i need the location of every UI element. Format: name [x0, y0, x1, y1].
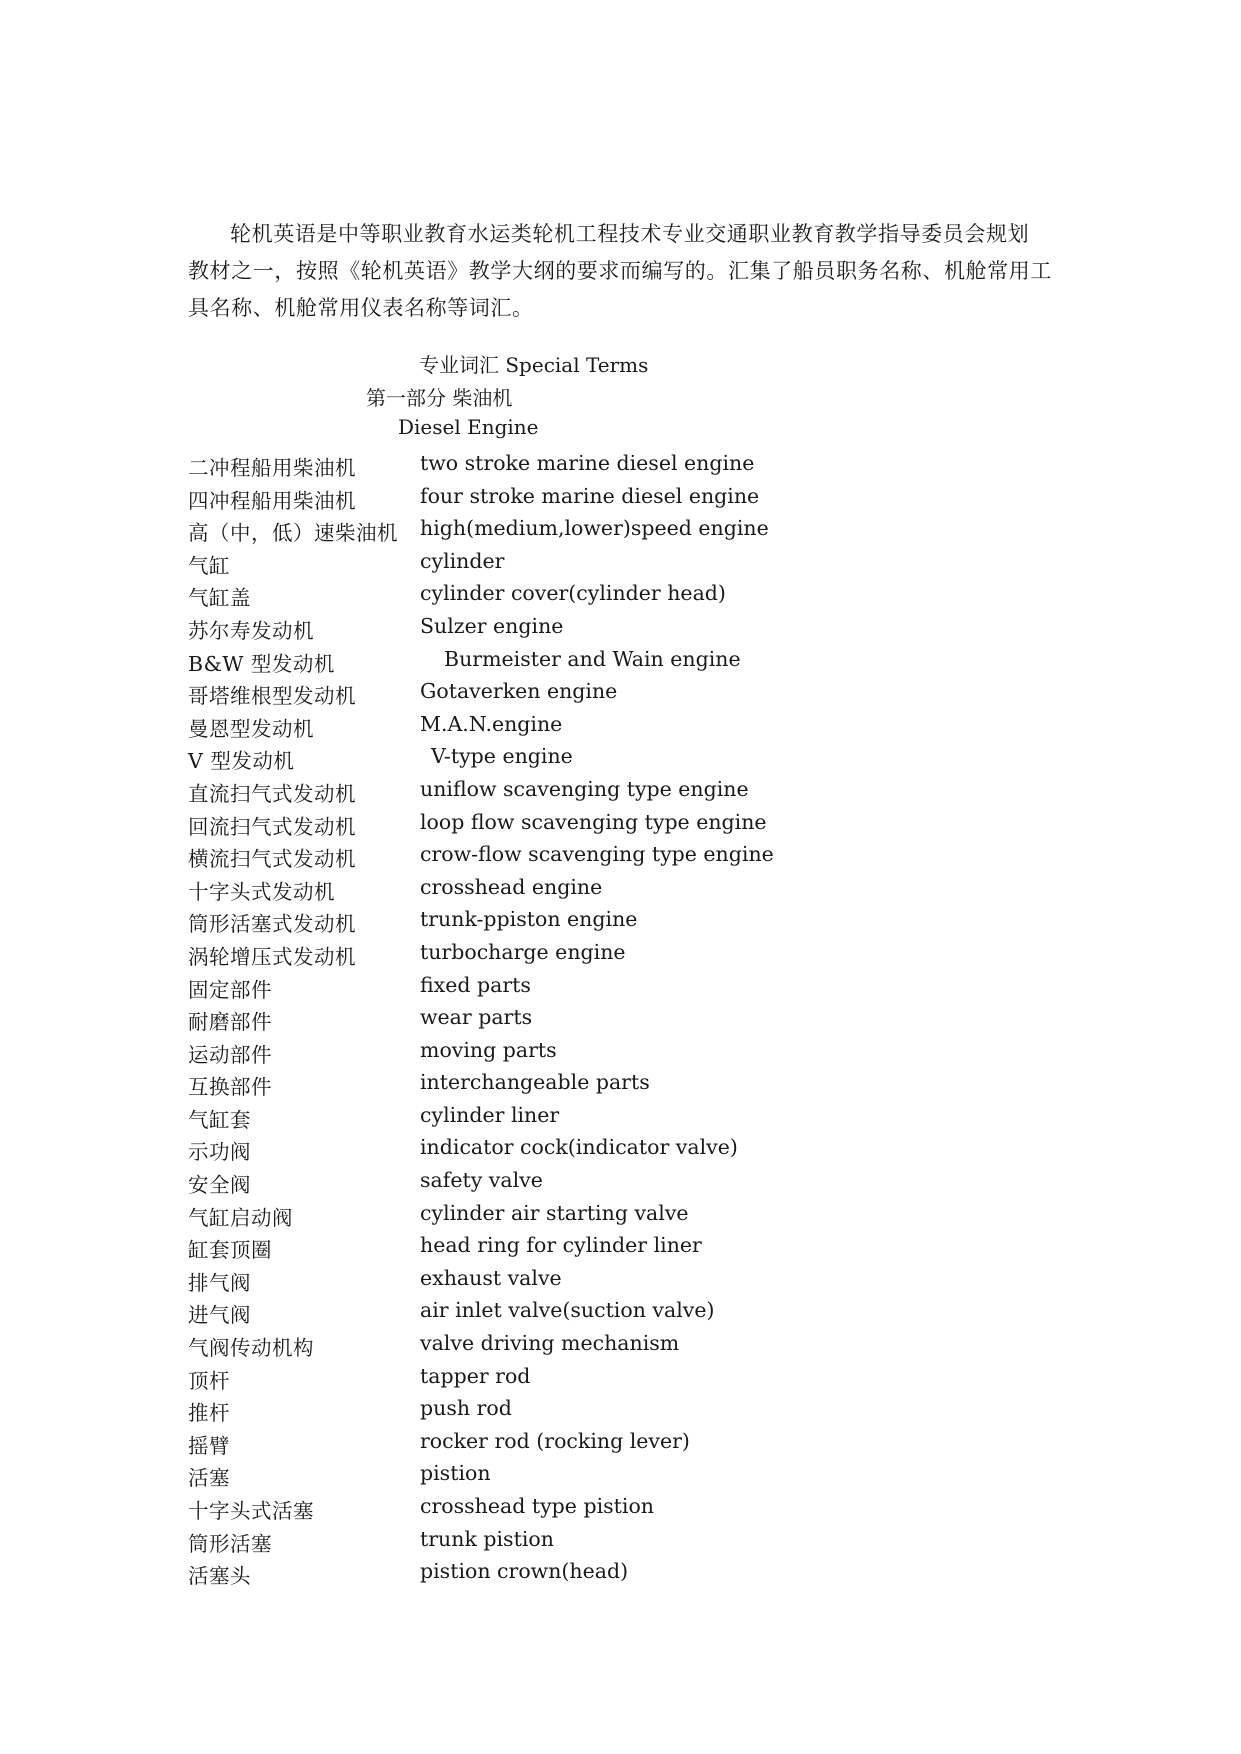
term-chinese: 固定部件	[188, 977, 272, 1002]
term-chinese: 回流扫气式发动机	[188, 814, 356, 839]
term-chinese: 推杆	[188, 1401, 230, 1426]
part-subheading: Diesel Engine	[398, 415, 539, 439]
term-english: trunk pistion	[420, 1526, 554, 1551]
term-english: push rod	[420, 1396, 512, 1421]
term-english: rocker rod (rocking lever)	[420, 1428, 690, 1453]
term-english: tapper rod	[420, 1363, 531, 1388]
term-row	[188, 1099, 888, 1132]
term-english: cylinder cover(cylinder head)	[420, 581, 726, 606]
term-chinese: 活塞	[188, 1466, 230, 1491]
term-chinese: 气缸盖	[188, 586, 251, 611]
term-row	[188, 1555, 888, 1588]
term-row	[188, 512, 888, 545]
term-row	[188, 1034, 888, 1067]
term-chinese: 横流扫气式发动机	[188, 847, 356, 872]
term-chinese: 苏尔寿发动机	[188, 618, 314, 643]
term-english: M.A.N.engine	[420, 711, 563, 736]
term-row	[188, 545, 888, 578]
term-english: loop flow scavenging type engine	[420, 809, 767, 834]
term-row	[188, 1523, 888, 1556]
term-chinese: 排气阀	[188, 1270, 251, 1295]
term-chinese: 互换部件	[188, 1075, 272, 1100]
term-english: valve driving mechanism	[420, 1331, 680, 1356]
term-chinese: 曼恩型发动机	[188, 716, 314, 741]
term-chinese: 二冲程船用柴油机	[188, 456, 356, 480]
term-chinese: 示功阀	[188, 1140, 251, 1165]
term-chinese: 进气阀	[188, 1303, 251, 1328]
term-english: high(medium,lower)speed engine	[420, 516, 769, 541]
term-row	[188, 1131, 888, 1164]
term-chinese: 十字头式发动机	[188, 879, 335, 904]
term-english: pistion crown(head)	[420, 1559, 629, 1584]
term-row	[188, 1164, 888, 1197]
term-english: four stroke marine diesel engine	[420, 483, 760, 508]
term-english: cylinder liner	[420, 1102, 560, 1127]
term-chinese: 耐磨部件	[188, 1010, 272, 1035]
term-chinese: 缸套顶圈	[188, 1238, 272, 1263]
term-english: interchangeable parts	[420, 1070, 650, 1095]
term-row	[188, 708, 888, 741]
terms-list	[188, 447, 888, 1588]
term-row	[188, 675, 888, 708]
term-english: cylinder	[420, 548, 505, 573]
term-chinese: 四冲程船用柴油机	[188, 488, 356, 513]
term-english: exhaust valve	[420, 1265, 562, 1290]
term-row	[188, 643, 888, 676]
term-chinese: 涡轮增压式发动机	[188, 944, 356, 969]
term-chinese: 十字头式活塞	[188, 1499, 314, 1523]
term-chinese: 筒形活塞	[188, 1531, 272, 1556]
term-row	[188, 610, 888, 643]
section-title: 专业词汇 Special Terms	[419, 353, 649, 377]
term-chinese: 顶杆	[188, 1368, 230, 1393]
term-row	[188, 1197, 888, 1230]
term-chinese: 活塞头	[188, 1564, 251, 1589]
term-english: moving parts	[420, 1037, 557, 1062]
term-english: crosshead engine	[420, 874, 603, 899]
term-row	[188, 480, 888, 513]
term-chinese: 气缸启动阀	[188, 1205, 293, 1230]
term-row	[188, 903, 888, 936]
part-heading: 第一部分 柴油机	[366, 386, 513, 410]
term-row	[188, 1229, 888, 1262]
term-english: wear parts	[420, 1005, 533, 1030]
term-row	[188, 806, 888, 839]
term-english: uniflow scavenging type engine	[420, 776, 749, 801]
term-row	[188, 740, 888, 773]
term-english: Gotaverken engine	[420, 679, 618, 704]
term-row	[188, 1490, 888, 1523]
term-chinese: 运动部件	[188, 1042, 272, 1067]
term-row	[188, 577, 888, 610]
term-row	[188, 1360, 888, 1393]
term-chinese: 气缸	[188, 553, 230, 578]
term-chinese: 高（中，低）速柴油机	[188, 521, 398, 546]
intro-line: 教材之一，按照《轮机英语》教学大纲的要求而编写的。汇集了船员职务名称、机舱常用工	[188, 259, 1052, 283]
term-chinese: B&W 型发动机	[188, 651, 335, 676]
term-english: Sulzer engine	[420, 613, 564, 638]
term-english: fixed parts	[420, 972, 531, 997]
term-row	[188, 1262, 888, 1295]
term-english: crosshead type pistion	[420, 1494, 654, 1518]
term-chinese: 直流扫气式发动机	[188, 781, 356, 806]
term-row	[188, 1294, 888, 1327]
term-row	[188, 1392, 888, 1425]
term-english: trunk-ppiston engine	[420, 907, 638, 932]
term-row	[188, 838, 888, 871]
term-chinese: 气阀传动机构	[188, 1336, 314, 1361]
term-row	[188, 773, 888, 806]
term-english: pistion	[420, 1461, 491, 1486]
term-chinese: 安全阀	[188, 1173, 251, 1198]
term-english: crow-flow scavenging type engine	[420, 842, 774, 867]
term-row	[188, 1425, 888, 1458]
term-row	[188, 1457, 888, 1490]
term-english: Burmeister and Wain engine	[444, 646, 741, 671]
term-english: head ring for cylinder liner	[420, 1233, 702, 1258]
intro-line: 具名称、机舱常用仪表名称等词汇。	[188, 296, 534, 320]
term-english: safety valve	[420, 1168, 543, 1193]
term-row	[188, 1001, 888, 1034]
term-row	[188, 447, 888, 480]
intro-line-text: 轮机英语是中等职业教育水运类轮机工程技术专业交通职业教育教学指导委员会规划	[230, 222, 1030, 246]
term-chinese: 气缸套	[188, 1107, 251, 1132]
term-english: turbocharge engine	[420, 939, 626, 964]
term-english: cylinder air starting valve	[420, 1200, 689, 1225]
term-row	[188, 1327, 888, 1360]
term-row	[188, 1066, 888, 1099]
term-chinese: 摇臂	[188, 1433, 230, 1458]
term-english: indicator cock(indicator valve)	[420, 1135, 738, 1160]
term-chinese: 筒形活塞式发动机	[188, 912, 356, 937]
term-row	[188, 969, 888, 1002]
term-chinese: 哥塔维根型发动机	[188, 684, 356, 709]
intro-paragraph	[188, 216, 1058, 327]
term-english: two stroke marine diesel engine	[420, 451, 755, 475]
term-english: V-type engine	[431, 744, 573, 769]
term-chinese: V 型发动机	[188, 749, 295, 774]
term-english: air inlet valve(suction valve)	[420, 1298, 715, 1323]
intro-line	[188, 216, 1058, 253]
term-row	[188, 936, 888, 969]
term-row	[188, 871, 888, 904]
